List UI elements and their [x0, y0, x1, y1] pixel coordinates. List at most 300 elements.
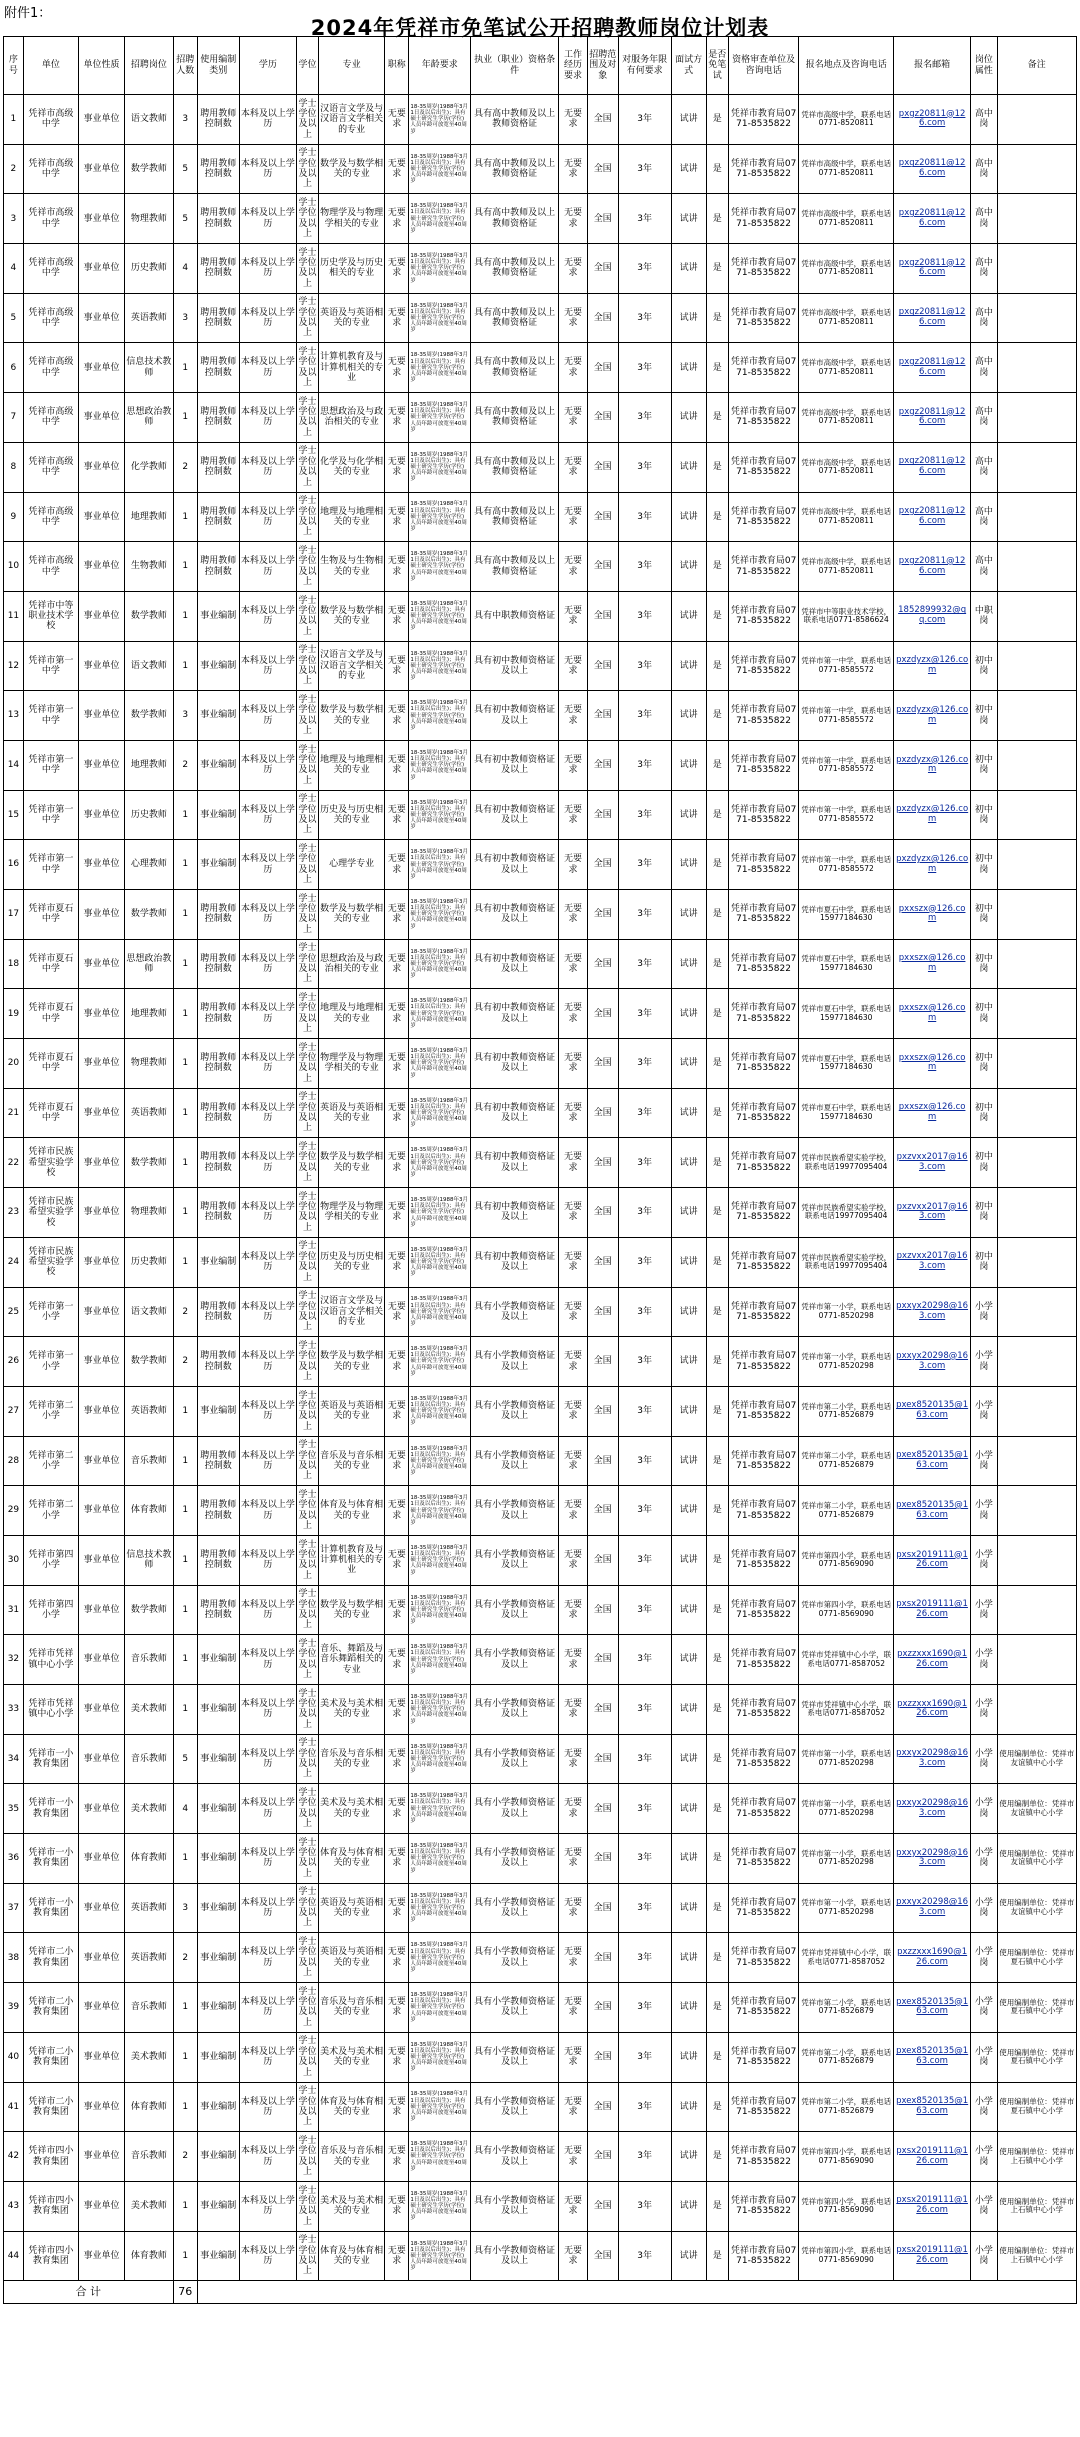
table-row — [4, 691, 1077, 741]
cell-staffing-type: 聘用教师控制数 — [197, 244, 239, 294]
cell-seq: 32 — [4, 1635, 24, 1685]
table-row — [4, 591, 1077, 641]
cell-count: 1 — [173, 492, 197, 542]
cell-seq: 14 — [4, 740, 24, 790]
cell-unit: 凭祥市夏石中学 — [23, 989, 78, 1039]
cell-major: 体育及与体育相关的专业 — [319, 2082, 385, 2132]
cell-review-unit: 凭祥市教育局0771-8535822 — [728, 1088, 799, 1138]
cell-experience: 无要求 — [559, 2181, 588, 2231]
cell-signup-email[interactable]: pxzdyzx@126.com — [894, 691, 971, 741]
cell-title-req: 无要求 — [385, 144, 409, 194]
cell-signup-email[interactable]: pxgz20811@126.com — [894, 542, 971, 592]
cell-title-req: 无要求 — [385, 1486, 409, 1536]
cell-unit: 凭祥市一小教育集团 — [23, 1883, 78, 1933]
cell-scope: 全国 — [587, 194, 618, 244]
cell-education: 本科及以上学历 — [239, 1287, 296, 1337]
cell-signup-email[interactable]: pxgz20811@126.com — [894, 492, 971, 542]
cell-seq: 30 — [4, 1535, 24, 1585]
cell-signup-email[interactable]: pxzdyzx@126.com — [894, 790, 971, 840]
cell-review-unit: 凭祥市教育局0771-8535822 — [728, 1685, 799, 1735]
cell-unit-type: 事业单位 — [78, 1436, 124, 1486]
cell-qualification: 具有小学教师资格证及以上 — [471, 1486, 559, 1536]
cell-title-req: 无要求 — [385, 939, 409, 989]
cell-interview-method: 试讲 — [671, 1933, 706, 1983]
cell-degree: 学士学位及以上 — [297, 343, 319, 393]
cell-staffing-type: 事业编制 — [197, 2082, 239, 2132]
cell-signup-email[interactable]: pxex8520135@163.com — [894, 1983, 971, 2033]
cell-staffing-type: 聘用教师控制数 — [197, 194, 239, 244]
cell-degree: 学士学位及以上 — [297, 1734, 319, 1784]
cell-position: 英语教师 — [125, 1933, 173, 1983]
cell-signup-email[interactable]: pxzdyzx@126.com — [894, 840, 971, 890]
cell-post-type: 初中岗 — [971, 890, 997, 940]
cell-staffing-type: 聘用教师控制数 — [197, 1287, 239, 1337]
cell-major: 音乐及与音乐相关的专业 — [319, 1983, 385, 2033]
cell-scope: 全国 — [587, 1883, 618, 1933]
cell-signup-location: 凭祥市高级中学，联系电话0771-8520811 — [799, 393, 894, 443]
cell-experience: 无要求 — [559, 194, 588, 244]
cell-service-years: 3年 — [618, 1883, 671, 1933]
cell-staffing-type: 事业编制 — [197, 2132, 239, 2182]
cell-title-req: 无要求 — [385, 442, 409, 492]
cell-signup-email[interactable]: pxzzxxx1690@126.com — [894, 1635, 971, 1685]
cell-unit: 凭祥市高级中学 — [23, 244, 78, 294]
cell-position: 数学教师 — [125, 890, 173, 940]
cell-signup-email[interactable]: pxxyx20298@163.com — [894, 1883, 971, 1933]
cell-exam-exempt: 是 — [706, 1983, 728, 2033]
cell-experience: 无要求 — [559, 1734, 588, 1784]
cell-service-years: 3年 — [618, 1039, 671, 1089]
cell-degree: 学士学位及以上 — [297, 2082, 319, 2132]
cell-signup-location: 凭祥市第四小学，联系电话0771-8569090 — [799, 2132, 894, 2182]
cell-service-years: 3年 — [618, 1685, 671, 1735]
cell-count: 1 — [173, 1635, 197, 1685]
cell-exam-exempt: 是 — [706, 1088, 728, 1138]
cell-staffing-type: 聘用教师控制数 — [197, 542, 239, 592]
cell-signup-email[interactable]: pxgz20811@126.com — [894, 95, 971, 145]
cell-count: 2 — [173, 1933, 197, 1983]
cell-remarks: 使用编制单位：凭祥市上石镇中心小学 — [997, 2132, 1076, 2182]
cell-seq: 37 — [4, 1883, 24, 1933]
cell-unit: 凭祥市第一中学 — [23, 691, 78, 741]
cell-major: 历史及与历史相关的专业 — [319, 790, 385, 840]
cell-signup-email[interactable]: pxzzxxx1690@126.com — [894, 1933, 971, 1983]
cell-post-type: 高中岗 — [971, 442, 997, 492]
cell-age-req: 18-35周岁(1988年3月1日及以后出生)；具有硕士研究生学历(学位)人员年龄可放宽至40周岁 — [409, 1585, 471, 1635]
cell-scope: 全国 — [587, 1436, 618, 1486]
cell-degree: 学士学位及以上 — [297, 1138, 319, 1188]
cell-qualification: 具有初中教师资格证及以上 — [471, 840, 559, 890]
column-header: 报名邮箱 — [894, 37, 971, 95]
cell-degree: 学士学位及以上 — [297, 691, 319, 741]
cell-major: 数学及与数学相关的专业 — [319, 890, 385, 940]
cell-position: 物理教师 — [125, 1188, 173, 1238]
cell-signup-email[interactable]: pxxyx20298@163.com — [894, 1834, 971, 1884]
cell-unit-type: 事业单位 — [78, 1039, 124, 1089]
cell-major: 物理学及与物理学相关的专业 — [319, 194, 385, 244]
cell-remarks — [997, 790, 1076, 840]
cell-seq: 6 — [4, 343, 24, 393]
cell-post-type: 高中岗 — [971, 343, 997, 393]
cell-post-type: 高中岗 — [971, 492, 997, 542]
cell-count: 4 — [173, 244, 197, 294]
column-header: 报名地点及咨询电话 — [799, 37, 894, 95]
cell-position: 英语教师 — [125, 1088, 173, 1138]
cell-signup-location: 凭祥市第四小学，联系电话0771-8569090 — [799, 2231, 894, 2281]
table-row — [4, 1436, 1077, 1486]
cell-remarks — [997, 1486, 1076, 1536]
cell-post-type: 初中岗 — [971, 740, 997, 790]
table-row — [4, 1734, 1077, 1784]
cell-review-unit: 凭祥市教育局0771-8535822 — [728, 840, 799, 890]
cell-signup-email[interactable]: pxxyx20298@163.com — [894, 1287, 971, 1337]
cell-signup-email[interactable]: pxex8520135@163.com — [894, 2032, 971, 2082]
cell-count: 1 — [173, 343, 197, 393]
table-row — [4, 1287, 1077, 1337]
cell-review-unit: 凭祥市教育局0771-8535822 — [728, 1386, 799, 1436]
cell-staffing-type: 事业编制 — [197, 740, 239, 790]
cell-seq: 21 — [4, 1088, 24, 1138]
cell-signup-location: 凭祥市高级中学，联系电话0771-8520811 — [799, 293, 894, 343]
table-row — [4, 542, 1077, 592]
cell-signup-email[interactable]: pxsx2019111@126.com — [894, 2181, 971, 2231]
table-row — [4, 2082, 1077, 2132]
cell-experience: 无要求 — [559, 790, 588, 840]
cell-scope: 全国 — [587, 1983, 618, 2033]
column-header: 备注 — [997, 37, 1076, 95]
cell-experience: 无要求 — [559, 2132, 588, 2182]
cell-signup-email[interactable]: pxxszx@126.com — [894, 1039, 971, 1089]
cell-staffing-type: 聘用教师控制数 — [197, 1138, 239, 1188]
cell-qualification: 具有初中教师资格证及以上 — [471, 890, 559, 940]
cell-signup-location: 凭祥市民族希望实验学校，联系电话19977095404 — [799, 1237, 894, 1287]
cell-seq: 31 — [4, 1585, 24, 1635]
cell-signup-location: 凭祥市第一中学，联系电话0771-8585572 — [799, 740, 894, 790]
cell-exam-exempt: 是 — [706, 1784, 728, 1834]
cell-signup-location: 凭祥市第二小学，联系电话0771-8526879 — [799, 1436, 894, 1486]
cell-education: 本科及以上学历 — [239, 1535, 296, 1585]
cell-remarks — [997, 1138, 1076, 1188]
cell-scope: 全国 — [587, 1237, 618, 1287]
cell-exam-exempt: 是 — [706, 2231, 728, 2281]
cell-staffing-type: 事业编制 — [197, 790, 239, 840]
cell-major: 美术及与美术相关的专业 — [319, 2181, 385, 2231]
cell-signup-email[interactable]: pxgz20811@126.com — [894, 442, 971, 492]
cell-unit: 凭祥市高级中学 — [23, 542, 78, 592]
cell-scope: 全国 — [587, 890, 618, 940]
cell-signup-email[interactable]: pxsx2019111@126.com — [894, 2132, 971, 2182]
cell-major: 英语及与英语相关的专业 — [319, 1933, 385, 1983]
cell-exam-exempt: 是 — [706, 1535, 728, 1585]
cell-signup-email[interactable]: pxgz20811@126.com — [894, 244, 971, 294]
cell-staffing-type: 聘用教师控制数 — [197, 1088, 239, 1138]
cell-signup-email[interactable]: pxzzxxx1690@126.com — [894, 1685, 971, 1735]
cell-signup-email[interactable]: pxgz20811@126.com — [894, 343, 971, 393]
cell-count: 5 — [173, 194, 197, 244]
cell-count: 1 — [173, 1088, 197, 1138]
cell-service-years: 3年 — [618, 2231, 671, 2281]
cell-count: 1 — [173, 542, 197, 592]
cell-degree: 学士学位及以上 — [297, 1784, 319, 1834]
cell-service-years: 3年 — [618, 1138, 671, 1188]
cell-major: 体育及与体育相关的专业 — [319, 1834, 385, 1884]
cell-age-req: 18-35周岁(1988年3月1日及以后出生)；具有硕士研究生学历(学位)人员年龄可放宽至40周岁 — [409, 2132, 471, 2182]
cell-count: 1 — [173, 840, 197, 890]
cell-service-years: 3年 — [618, 492, 671, 542]
cell-major: 英语及与英语相关的专业 — [319, 1386, 385, 1436]
cell-experience: 无要求 — [559, 1784, 588, 1834]
cell-post-type: 初中岗 — [971, 641, 997, 691]
cell-age-req: 18-35周岁(1988年3月1日及以后出生)；具有硕士研究生学历(学位)人员年龄可放宽至40周岁 — [409, 1834, 471, 1884]
table-row — [4, 939, 1077, 989]
cell-remarks — [997, 840, 1076, 890]
cell-review-unit: 凭祥市教育局0771-8535822 — [728, 1933, 799, 1983]
cell-position: 体育教师 — [125, 1486, 173, 1536]
cell-signup-email[interactable]: pxxszx@126.com — [894, 890, 971, 940]
cell-exam-exempt: 是 — [706, 244, 728, 294]
table-row — [4, 1834, 1077, 1884]
cell-signup-email[interactable]: pxxszx@126.com — [894, 939, 971, 989]
cell-service-years: 3年 — [618, 1337, 671, 1387]
cell-education: 本科及以上学历 — [239, 1933, 296, 1983]
cell-experience: 无要求 — [559, 144, 588, 194]
cell-post-type: 初中岗 — [971, 1188, 997, 1238]
cell-experience: 无要求 — [559, 740, 588, 790]
cell-major: 音乐及与音乐相关的专业 — [319, 1436, 385, 1486]
column-header: 岗位属性 — [971, 37, 997, 95]
cell-education: 本科及以上学历 — [239, 641, 296, 691]
column-header: 对服务年限有何要求 — [618, 37, 671, 95]
cell-title-req: 无要求 — [385, 1088, 409, 1138]
cell-remarks — [997, 1188, 1076, 1238]
cell-service-years: 3年 — [618, 2181, 671, 2231]
cell-scope: 全国 — [587, 1287, 618, 1337]
cell-signup-email[interactable]: pxsx2019111@126.com — [894, 1585, 971, 1635]
cell-review-unit: 凭祥市教育局0771-8535822 — [728, 939, 799, 989]
cell-remarks: 使用编制单位：凭祥市夏石镇中心小学 — [997, 2082, 1076, 2132]
cell-service-years: 3年 — [618, 1585, 671, 1635]
cell-exam-exempt: 是 — [706, 1933, 728, 1983]
cell-review-unit: 凭祥市教育局0771-8535822 — [728, 790, 799, 840]
cell-unit: 凭祥市高级中学 — [23, 343, 78, 393]
cell-position: 英语教师 — [125, 1386, 173, 1436]
cell-experience: 无要求 — [559, 95, 588, 145]
cell-review-unit: 凭祥市教育局0771-8535822 — [728, 740, 799, 790]
cell-education: 本科及以上学历 — [239, 1337, 296, 1387]
cell-staffing-type: 聘用教师控制数 — [197, 95, 239, 145]
cell-degree: 学士学位及以上 — [297, 740, 319, 790]
table-row — [4, 244, 1077, 294]
cell-signup-email[interactable]: pxzvxx2017@163.com — [894, 1188, 971, 1238]
cell-signup-email[interactable]: pxxszx@126.com — [894, 1088, 971, 1138]
column-header: 工作经历要求 — [559, 37, 588, 95]
cell-signup-email[interactable]: pxex8520135@163.com — [894, 1436, 971, 1486]
cell-signup-email[interactable]: pxzdyzx@126.com — [894, 740, 971, 790]
cell-major: 音乐及与音乐相关的专业 — [319, 1734, 385, 1784]
cell-unit: 凭祥市第二小学 — [23, 1436, 78, 1486]
cell-experience: 无要求 — [559, 2032, 588, 2082]
cell-position: 数学教师 — [125, 1138, 173, 1188]
cell-scope: 全国 — [587, 691, 618, 741]
cell-major: 物理学及与物理学相关的专业 — [319, 1039, 385, 1089]
cell-interview-method: 试讲 — [671, 194, 706, 244]
cell-post-type: 高中岗 — [971, 194, 997, 244]
cell-remarks — [997, 1535, 1076, 1585]
table-row — [4, 1188, 1077, 1238]
cell-remarks: 使用编制单位：凭祥市友谊镇中心小学 — [997, 1784, 1076, 1834]
cell-unit-type: 事业单位 — [78, 1535, 124, 1585]
cell-signup-email[interactable]: pxzvxx2017@163.com — [894, 1138, 971, 1188]
cell-signup-email[interactable]: pxgz20811@126.com — [894, 144, 971, 194]
cell-title-req: 无要求 — [385, 740, 409, 790]
cell-title-req: 无要求 — [385, 2181, 409, 2231]
cell-qualification: 具有高中教师及以上教师资格证 — [471, 244, 559, 294]
cell-seq: 38 — [4, 1933, 24, 1983]
cell-scope: 全国 — [587, 740, 618, 790]
cell-signup-location: 凭祥市第二小学，联系电话0771-8526879 — [799, 1983, 894, 2033]
cell-signup-location: 凭祥市凭祥镇中心小学，联系电话0771-8587052 — [799, 1933, 894, 1983]
cell-signup-email[interactable]: pxxszx@126.com — [894, 989, 971, 1039]
cell-degree: 学士学位及以上 — [297, 641, 319, 691]
cell-post-type: 小学岗 — [971, 1685, 997, 1735]
cell-exam-exempt: 是 — [706, 194, 728, 244]
cell-degree: 学士学位及以上 — [297, 1535, 319, 1585]
cell-staffing-type: 事业编制 — [197, 2032, 239, 2082]
cell-signup-location: 凭祥市第一中学，联系电话0771-8585572 — [799, 691, 894, 741]
cell-position: 地理教师 — [125, 740, 173, 790]
cell-interview-method: 试讲 — [671, 1585, 706, 1635]
cell-education: 本科及以上学历 — [239, 591, 296, 641]
cell-signup-email[interactable]: pxsx2019111@126.com — [894, 2231, 971, 2281]
cell-signup-email[interactable]: pxzdyzx@126.com — [894, 641, 971, 691]
cell-position: 美术教师 — [125, 2181, 173, 2231]
cell-signup-location: 凭祥市第一小学，联系电话0771-8520298 — [799, 1287, 894, 1337]
cell-experience: 无要求 — [559, 1039, 588, 1089]
table-row — [4, 492, 1077, 542]
column-header: 专业 — [319, 37, 385, 95]
cell-degree: 学士学位及以上 — [297, 1685, 319, 1735]
cell-age-req: 18-35周岁(1988年3月1日及以后出生)；具有硕士研究生学历(学位)人员年龄可放宽至40周岁 — [409, 1088, 471, 1138]
cell-title-req: 无要求 — [385, 95, 409, 145]
cell-degree: 学士学位及以上 — [297, 1188, 319, 1238]
cell-remarks — [997, 691, 1076, 741]
cell-post-type: 小学岗 — [971, 2181, 997, 2231]
cell-title-req: 无要求 — [385, 1386, 409, 1436]
cell-degree: 学士学位及以上 — [297, 1337, 319, 1387]
cell-unit-type: 事业单位 — [78, 293, 124, 343]
cell-signup-location: 凭祥市中等职业技术学校，联系电话0771-8586624 — [799, 591, 894, 641]
cell-signup-email[interactable]: 1852899932@qq.com — [894, 591, 971, 641]
cell-exam-exempt: 是 — [706, 1039, 728, 1089]
cell-exam-exempt: 是 — [706, 1386, 728, 1436]
cell-unit: 凭祥市高级中学 — [23, 95, 78, 145]
cell-age-req: 18-35周岁(1988年3月1日及以后出生)；具有硕士研究生学历(学位)人员年龄可放宽至40周岁 — [409, 1287, 471, 1337]
cell-age-req: 18-35周岁(1988年3月1日及以后出生)；具有硕士研究生学历(学位)人员年龄可放宽至40周岁 — [409, 989, 471, 1039]
cell-signup-email[interactable]: pxzvxx2017@163.com — [894, 1237, 971, 1287]
cell-review-unit: 凭祥市教育局0771-8535822 — [728, 1237, 799, 1287]
cell-staffing-type: 聘用教师控制数 — [197, 1436, 239, 1486]
cell-experience: 无要求 — [559, 1883, 588, 1933]
table-row — [4, 840, 1077, 890]
cell-interview-method: 试讲 — [671, 95, 706, 145]
cell-interview-method: 试讲 — [671, 1734, 706, 1784]
cell-signup-email[interactable]: pxex8520135@163.com — [894, 1486, 971, 1536]
cell-signup-email[interactable]: pxex8520135@163.com — [894, 2082, 971, 2132]
cell-unit-type: 事业单位 — [78, 591, 124, 641]
cell-degree: 学士学位及以上 — [297, 1486, 319, 1536]
cell-experience: 无要求 — [559, 1237, 588, 1287]
table-row — [4, 1784, 1077, 1834]
cell-title-req: 无要求 — [385, 691, 409, 741]
cell-count: 4 — [173, 1784, 197, 1834]
cell-signup-email[interactable]: pxgz20811@126.com — [894, 293, 971, 343]
cell-signup-email[interactable]: pxxyx20298@163.com — [894, 1337, 971, 1387]
cell-exam-exempt: 是 — [706, 890, 728, 940]
cell-review-unit: 凭祥市教育局0771-8535822 — [728, 1635, 799, 1685]
cell-interview-method: 试讲 — [671, 1039, 706, 1089]
cell-signup-email[interactable]: pxsx2019111@126.com — [894, 1535, 971, 1585]
cell-degree: 学士学位及以上 — [297, 293, 319, 343]
cell-count: 2 — [173, 1337, 197, 1387]
cell-signup-location: 凭祥市第四小学，联系电话0771-8569090 — [799, 1535, 894, 1585]
cell-scope: 全国 — [587, 2032, 618, 2082]
cell-unit-type: 事业单位 — [78, 1784, 124, 1834]
column-header: 单位 — [23, 37, 78, 95]
column-header: 面试方式 — [671, 37, 706, 95]
cell-signup-email[interactable]: pxgz20811@126.com — [894, 393, 971, 443]
cell-count: 1 — [173, 2082, 197, 2132]
cell-signup-location: 凭祥市凭祥镇中心小学，联系电话0771-8587052 — [799, 1635, 894, 1685]
cell-signup-location: 凭祥市第二小学，联系电话0771-8526879 — [799, 1486, 894, 1536]
cell-exam-exempt: 是 — [706, 1486, 728, 1536]
cell-unit-type: 事业单位 — [78, 244, 124, 294]
cell-education: 本科及以上学历 — [239, 939, 296, 989]
cell-unit: 凭祥市二小教育集团 — [23, 1933, 78, 1983]
cell-degree: 学士学位及以上 — [297, 1088, 319, 1138]
cell-qualification: 具有初中教师资格证及以上 — [471, 790, 559, 840]
cell-count: 1 — [173, 591, 197, 641]
cell-scope: 全国 — [587, 1933, 618, 1983]
cell-review-unit: 凭祥市教育局0771-8535822 — [728, 343, 799, 393]
cell-staffing-type: 事业编制 — [197, 691, 239, 741]
cell-unit-type: 事业单位 — [78, 1585, 124, 1635]
cell-major: 英语及与英语相关的专业 — [319, 293, 385, 343]
cell-signup-email[interactable]: pxxyx20298@163.com — [894, 1784, 971, 1834]
cell-title-req: 无要求 — [385, 1585, 409, 1635]
cell-signup-location: 凭祥市第二小学，联系电话0771-8526879 — [799, 2032, 894, 2082]
cell-qualification: 具有小学教师资格证及以上 — [471, 1337, 559, 1387]
table-row — [4, 2032, 1077, 2082]
cell-age-req: 18-35周岁(1988年3月1日及以后出生)；具有硕士研究生学历(学位)人员年龄可放宽至40周岁 — [409, 691, 471, 741]
cell-experience: 无要求 — [559, 244, 588, 294]
cell-unit: 凭祥市高级中学 — [23, 442, 78, 492]
cell-degree: 学士学位及以上 — [297, 542, 319, 592]
cell-post-type: 高中岗 — [971, 95, 997, 145]
cell-qualification: 具有初中教师资格证及以上 — [471, 1237, 559, 1287]
cell-remarks — [997, 1337, 1076, 1387]
cell-scope: 全国 — [587, 1386, 618, 1436]
cell-interview-method: 试讲 — [671, 939, 706, 989]
cell-signup-email[interactable]: pxgz20811@126.com — [894, 194, 971, 244]
cell-signup-email[interactable]: pxex8520135@163.com — [894, 1386, 971, 1436]
cell-experience: 无要求 — [559, 1287, 588, 1337]
cell-service-years: 3年 — [618, 939, 671, 989]
cell-signup-email[interactable]: pxxyx20298@163.com — [894, 1734, 971, 1784]
cell-title-req: 无要求 — [385, 1188, 409, 1238]
cell-exam-exempt: 是 — [706, 2082, 728, 2132]
cell-interview-method: 试讲 — [671, 1983, 706, 2033]
cell-seq: 3 — [4, 194, 24, 244]
